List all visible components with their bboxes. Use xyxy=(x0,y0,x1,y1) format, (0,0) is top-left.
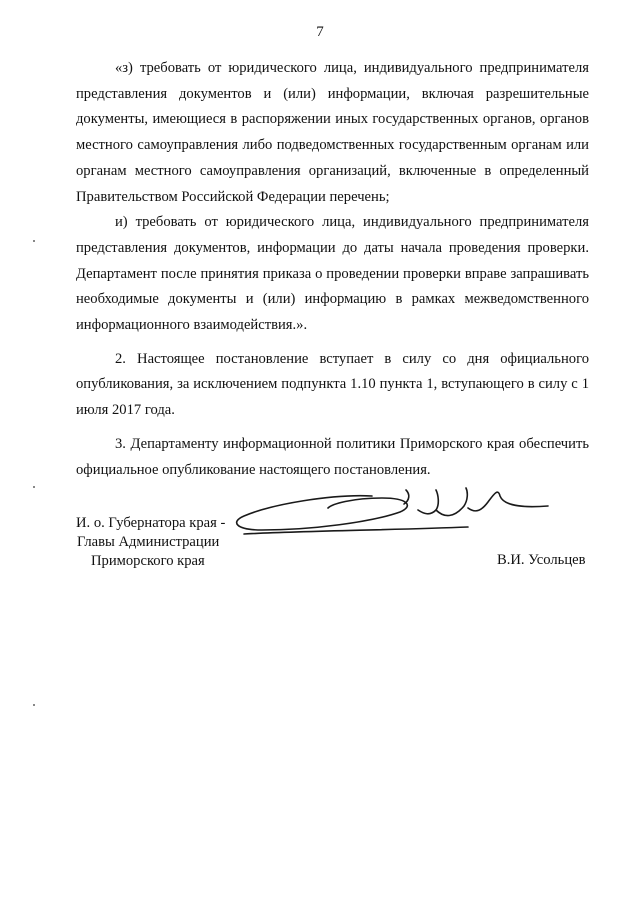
margin-mark xyxy=(33,240,35,242)
paragraph-item-z: «з) требовать от юридического лица, индивидуального предпринимателя представления документов и (или) информации, включая разрешительные документы, имеющиеся в распоряжении иных государственных органов, органов местного самоуправления либо подведомственных государственным органам или органам местного самоуправления организаций, включенные в определенный Правительством Российской Федерации перечень; xyxy=(76,60,589,205)
margin-mark xyxy=(33,704,35,706)
paragraph-item-i: и) требовать от юридического лица, индивидуального предпринимателя представления документов, информации до даты начала проведения проверки. Департамент после принятия приказа о проведении проверки вправе запрашивать необходимые документы и (или) информацию в рамках межведомственного информационного взаимодействия.». xyxy=(76,214,589,334)
signer-title-line-3: Приморского края xyxy=(91,553,205,569)
paragraph-clause-3: 3. Департаменту информационной политики Приморского края обеспечить официальное опубликование настоящего постановления. xyxy=(76,435,589,478)
page-number: 7 xyxy=(316,24,324,40)
signer-name: В.И. Усольцев xyxy=(497,552,586,568)
paragraph-clause-2: 2. Настоящее постановление вступает в силу со дня официального опубликования, за исключением подпункта 1.10 пункта 1, вступающего в силу с 1 июля 2017 года. xyxy=(76,350,589,419)
document-body xyxy=(76,56,589,483)
signer-title-line-2: Главы Администрации xyxy=(77,534,220,550)
signer-title-line-1: И. о. Губернатора края - xyxy=(76,515,226,531)
margin-mark xyxy=(33,486,35,488)
